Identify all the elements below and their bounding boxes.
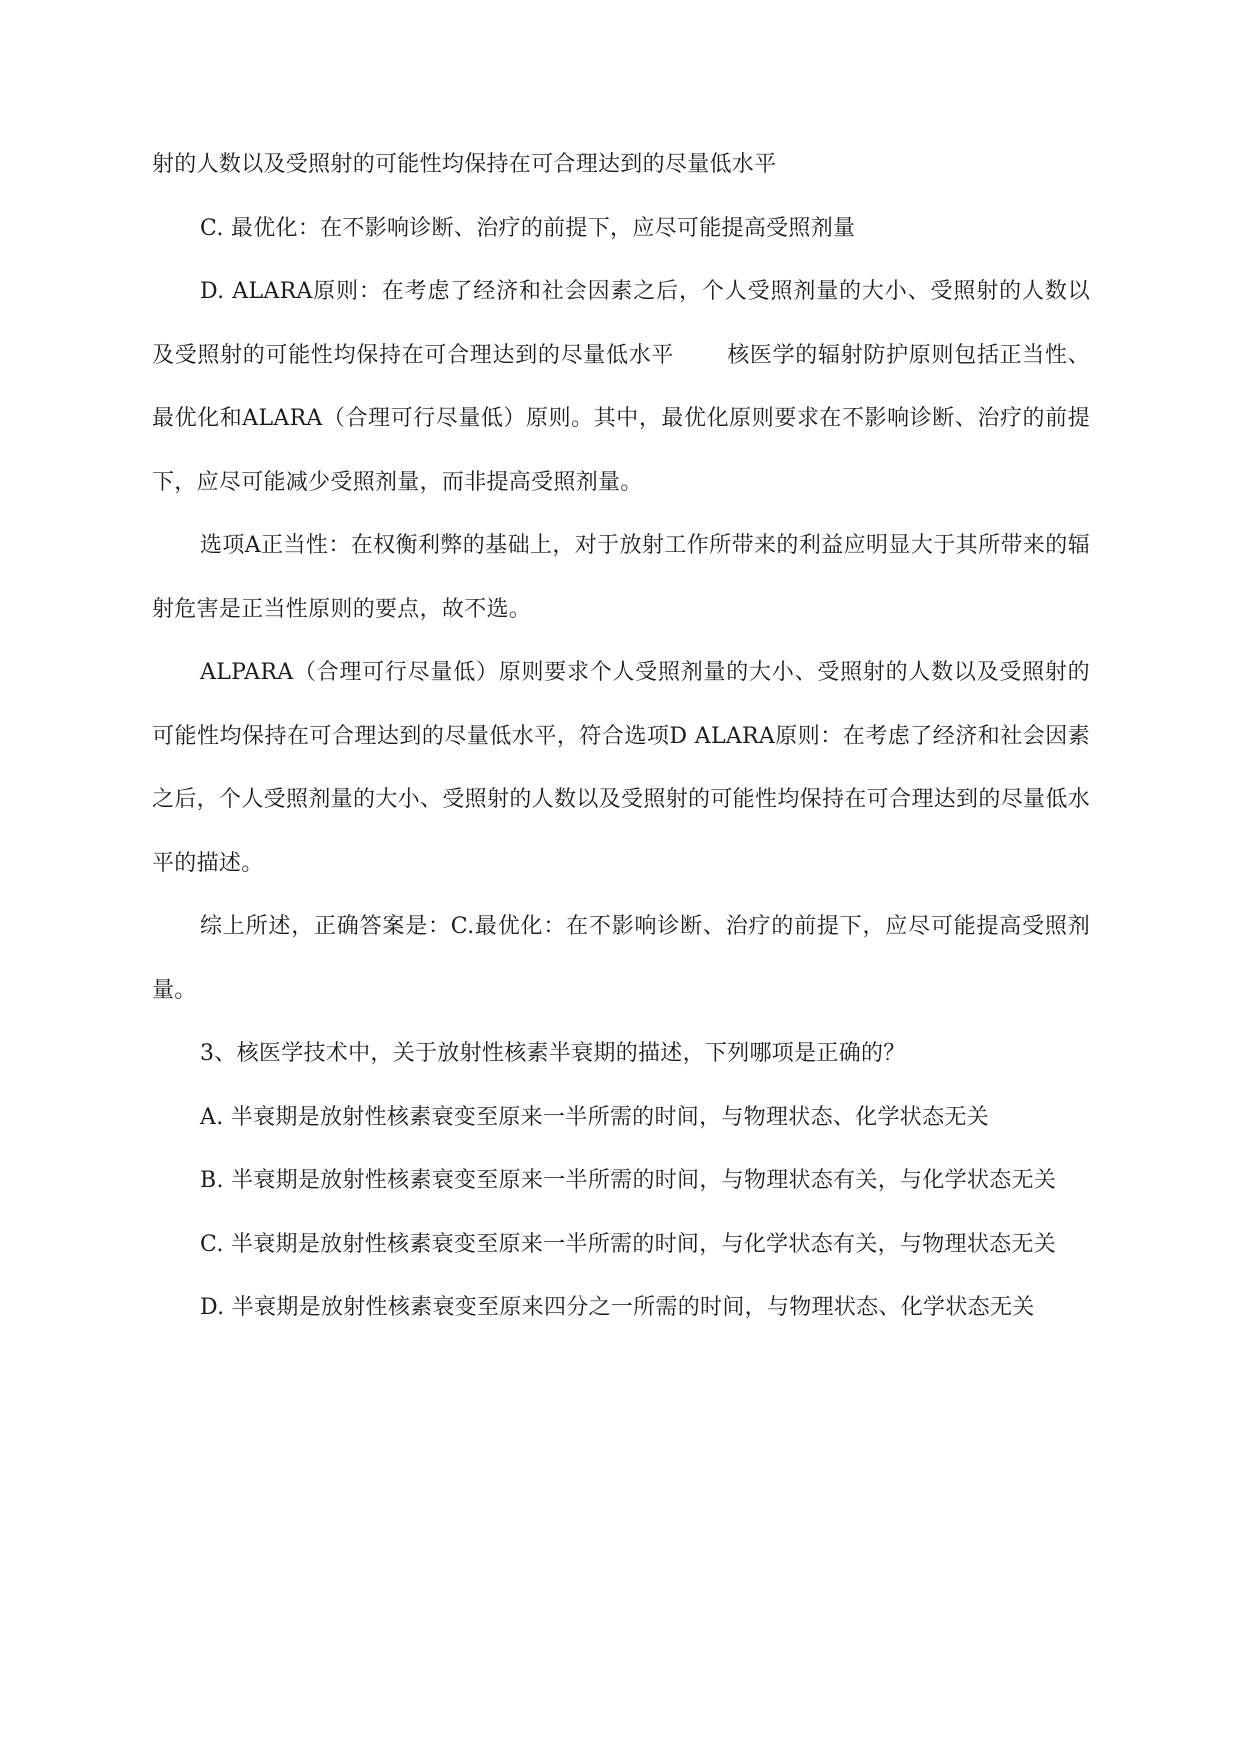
question-3-option-b: B. 半衰期是放射性核素衰变至原来一半所需的时间，与物理状态有关，与化学状态无关 — [200, 1168, 1057, 1193]
explanation-option-a: 选项A正当性：在权衡利弊的基础上，对于放射工作所带来的利益应明显大于其所带来的辐射危害是正当性原则的要点，故不选。 — [152, 533, 1090, 622]
option-d-previous-with-explanation: D. ALARA原则：在考虑了经济和社会因素之后，个人受照剂量的大小、受照射的人数以及受照射的可能性均保持在可合理达到的尽量低水平 核医学的辐射防护原则包括正当性、最优化和ALARA（合理可行尽量低）原则。其中，最优化原则要求在不影响诊断、治疗的前提下，应尽可能减少受照剂量，而非提高受照剂量。 — [152, 279, 1090, 495]
question-3-option-c: C. 半衰期是放射性核素衰变至原来一半所需的时间，与化学状态有关，与物理状态无关 — [200, 1231, 1057, 1257]
question-3-option-d: D. 半衰期是放射性核素衰变至原来四分之一所需的时间，与物理状态、化学状态无关 — [200, 1295, 1035, 1320]
option-c-previous: C. 最优化：在不影响诊断、治疗的前提下，应尽可能提高受照剂量 — [200, 215, 856, 241]
paragraph-continuation: 射的人数以及受照射的可能性均保持在可合理达到的尽量低水平 — [152, 152, 777, 177]
answer-summary: 综上所述，正确答案是：C.最优化：在不影响诊断、治疗的前提下，应尽可能提高受照剂量。 — [152, 914, 1090, 1003]
question-3-option-a: A. 半衰期是放射性核素衰变至原来一半所需的时间，与物理状态、化学状态无关 — [200, 1104, 989, 1130]
document-body — [152, 133, 1090, 1340]
explanation-alara: ALPARA（合理可行尽量低）原则要求个人受照剂量的大小、受照射的人数以及受照射的可能性均保持在可合理达到的尽量低水平，符合选项D ALARA原则：在考虑了经济和社会因素之后，个人受照剂量的大小、受照射的人数以及受照射的可能性均保持在可合理达到的尽量低水平的描述。 — [152, 660, 1090, 876]
question-3: 3、核医学技术中，关于放射性核素半衰期的描述，下列哪项是正确的？ — [200, 1041, 906, 1066]
